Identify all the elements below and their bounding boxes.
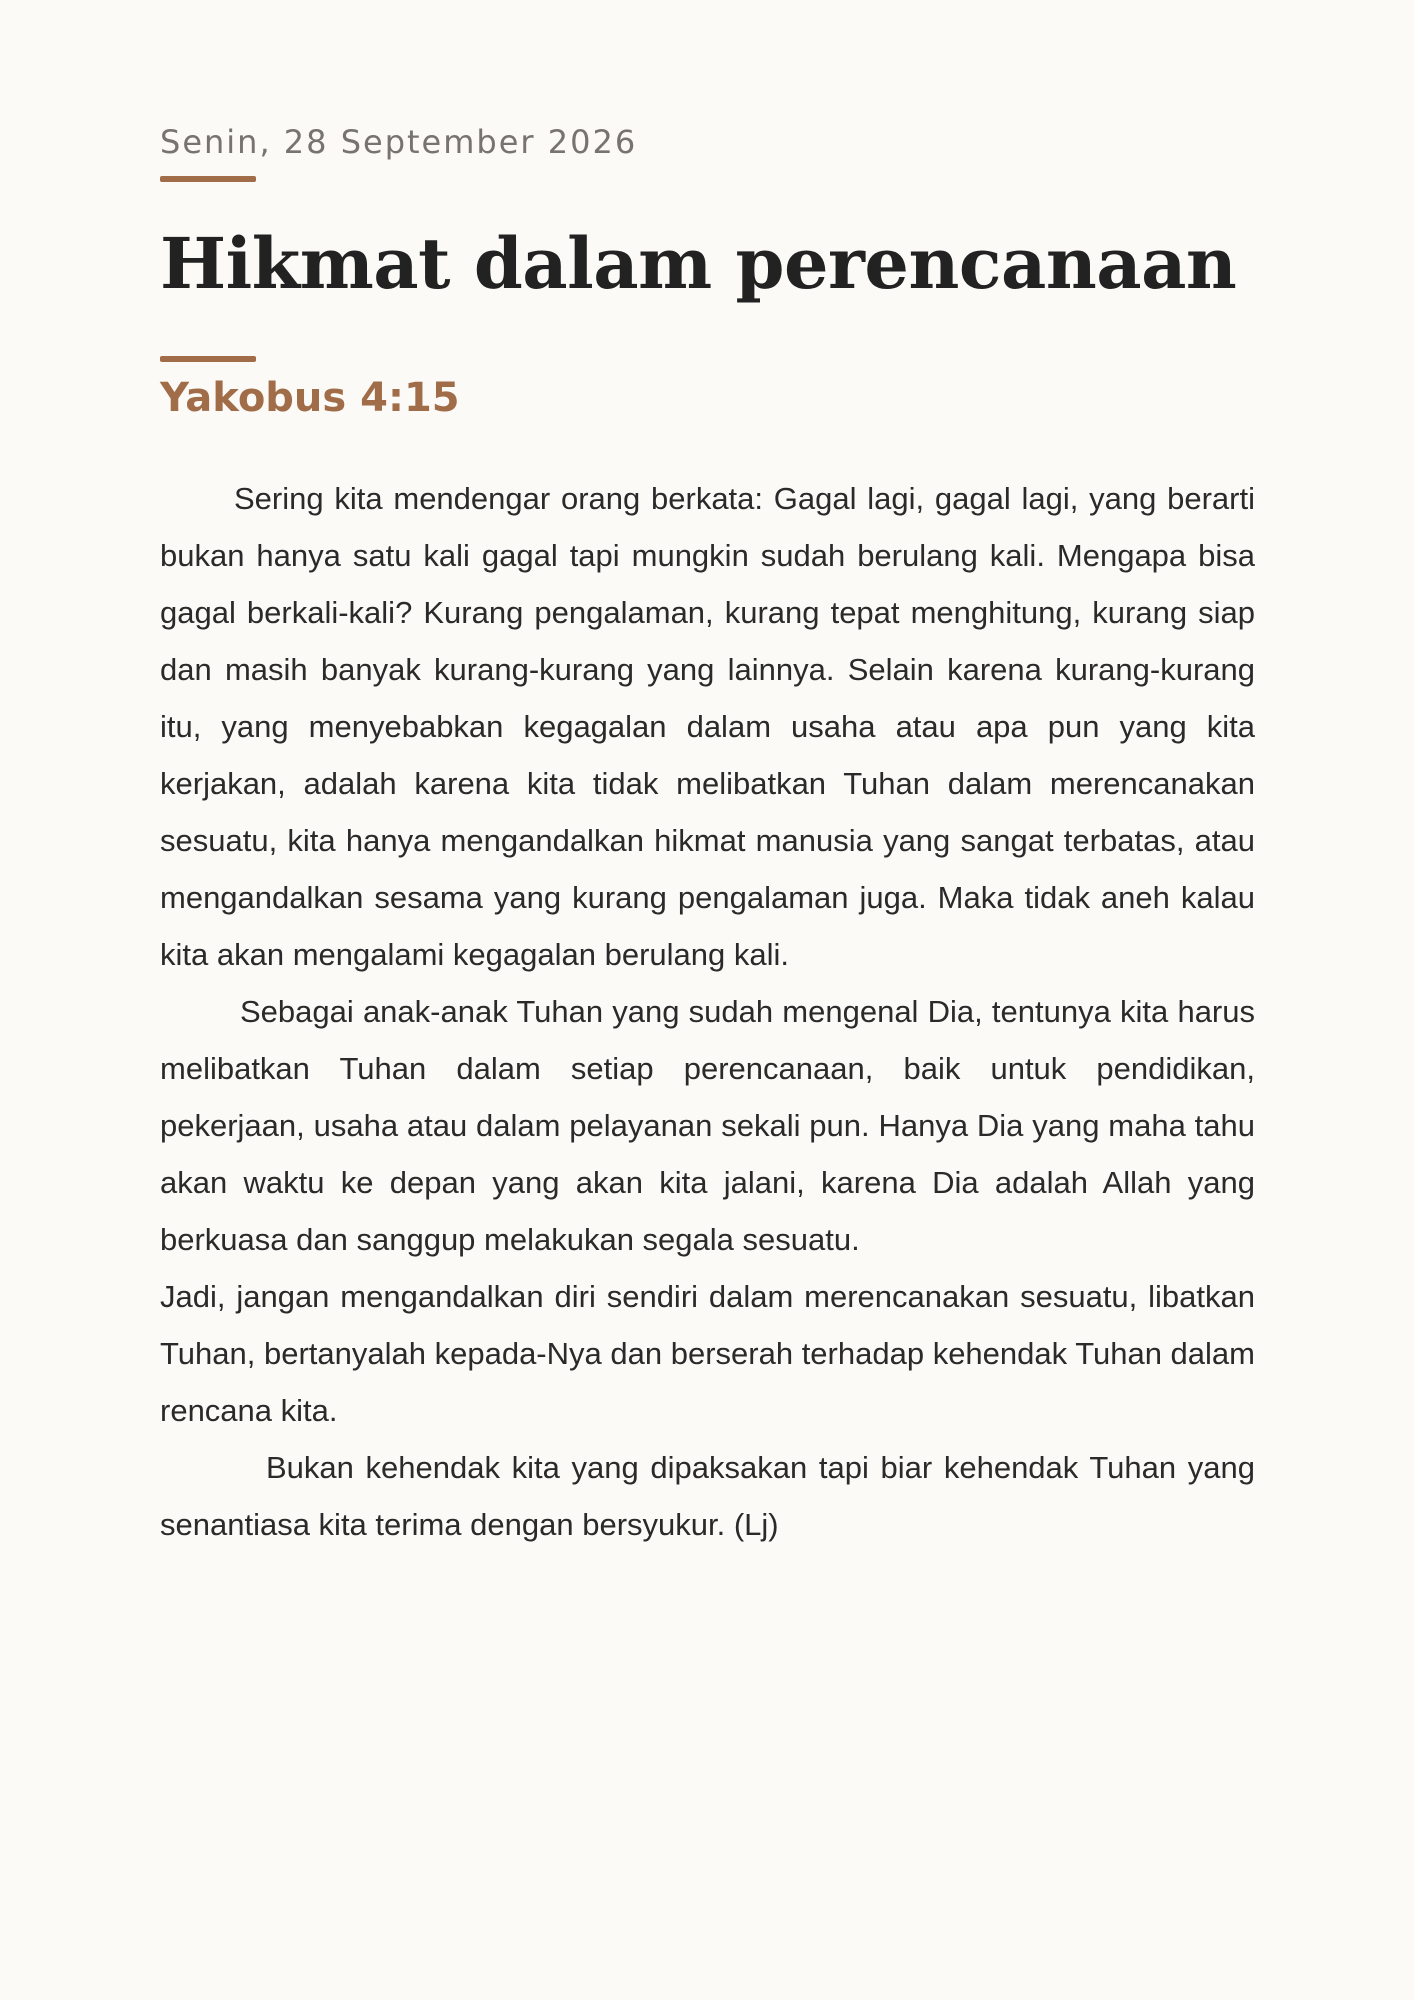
date-label: Senin, 28 September 2026: [160, 123, 638, 161]
paragraph: Sebagai anak-anak Tuhan yang sudah mengenal Dia, tentunya kita harus melibatkan Tuhan dalam setiap perencanaan, baik untuk pendidikan, pekerjaan, usaha atau dalam pelayanan sekali pun. Hanya Dia yang maha tahu akan waktu ke depan yang akan kita jalani, karena Dia adalah Allah yang berkuasa dan sanggup melakukan segala sesuatu.: [160, 994, 1255, 1257]
article-body: [160, 470, 1255, 1553]
paragraph: Sering kita mendengar orang berkata: Gagal lagi, gagal lagi, yang berarti bukan hanya satu kali gagal tapi mungkin sudah berulang kali. Mengapa bisa gagal berkali-kali? Kurang pengalaman, kurang tepat menghitung, kurang siap dan masih banyak kurang-kurang yang lainnya. Selain karena kurang-kurang itu, yang menyebabkan kegagalan dalam usaha atau apa pun yang kita kerjakan, adalah karena kita tidak melibatkan Tuhan dalam merencanakan sesuatu, kita hanya mengandalkan hikmat manusia yang sangat terbatas, atau mengandalkan sesama yang kurang pengalaman juga. Maka tidak aneh kalau kita akan mengalami kegagalan berulang kali.: [160, 481, 1255, 972]
accent-divider: [160, 356, 256, 362]
paragraph: Jadi, jangan mengandalkan diri sendiri dalam merencanakan sesuatu, libatkan Tuhan, bertanyalah kepada-Nya dan berserah terhadap kehendak Tuhan dalam rencana kita.: [160, 1279, 1255, 1428]
scripture-reference: Yakobus 4:15: [160, 375, 460, 421]
page-title: Hikmat dalam perencanaan: [160, 222, 1237, 305]
accent-divider: [160, 176, 256, 182]
paragraph: Bukan kehendak kita yang dipaksakan tapi biar kehendak Tuhan yang senantiasa kita terima dengan bersyukur. (Lj): [160, 1450, 1255, 1542]
devotional-page: [160, 120, 1255, 1553]
